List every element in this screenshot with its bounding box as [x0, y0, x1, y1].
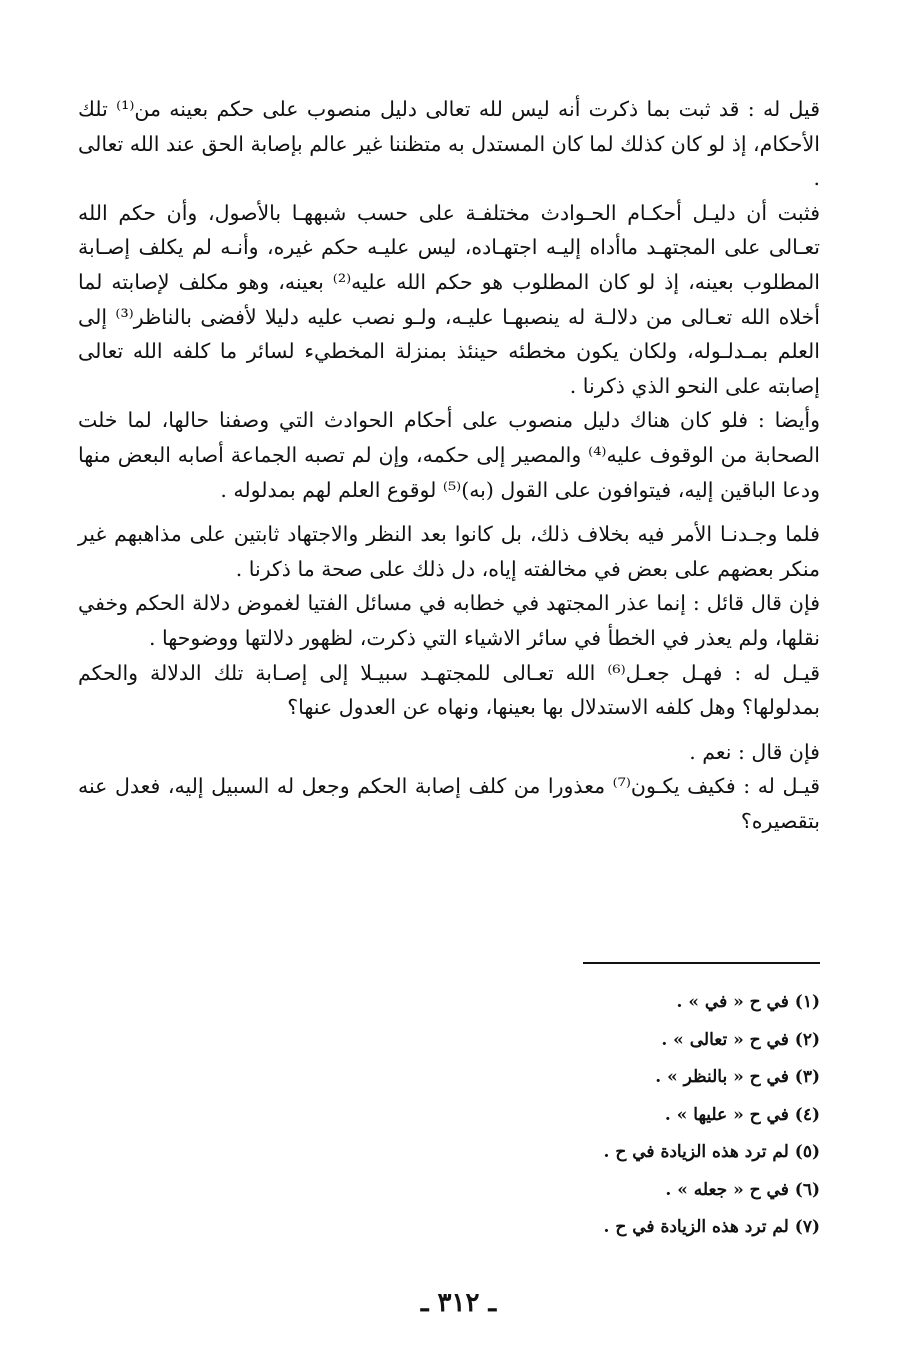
- paragraph-3: وأيضا : فلو كان هناك دليل منصوب على أحكام الحوادث التي وصفنا حالها، لما خلت الصحابة من الوقوف عليه⁽⁴⁾ والمصير إلى حكمه، وإن لم تصبه الجماعة أصابه البعض منها ودعا الباقين إليه، فيتوافون على القول (به)⁽⁵⁾ لوقوع العلم لهم بمدلوله .: [78, 408, 820, 502]
- footnote-7: (٧) لم ترد هذه الزيادة في ح .: [603, 1217, 820, 1237]
- paragraph-1: قيل له : قد ثبت بما ذكرت أنه ليس لله تعالى دليل منصوب على حكم بعينه من⁽¹⁾ تلك الأحكام، إذ لو كان كذلك لما كان المستدل به متظننا غير عالم بإصابة الحق عند الله تعالى .: [78, 97, 820, 191]
- paragraph-8: قيـل له : فكيف يكـون⁽⁷⁾ معذورا من كلف إصابة الحكم وجعل له السبيل إليه، فعدل عنه بتقصيره؟: [78, 774, 820, 833]
- footnote-divider: [583, 962, 820, 964]
- paragraph-7: فإن قال : نعم .: [689, 739, 820, 764]
- paragraph-gap: [78, 507, 820, 517]
- footnote-6: (٦) في ح « جعله » .: [665, 1179, 820, 1200]
- main-text: [78, 92, 820, 838]
- paragraph-6: قيـل له : فهـل جعـل⁽⁶⁾ الله تعـالى للمجتهـد سبيـلا إلى إصـابة تلك الدلالة والحكم بمدلولها؟ وهل كلفه الاستدلال بها بعينها، ونهاه عن العدول عنها؟: [78, 660, 820, 720]
- paragraph-2: فثبت أن دليـل أحكـام الحـوادث مختلفـة على حسب شبههـا بالأصول، وأن حكم الله تعـالى على المجتهـد ماأداه إليـه اجتهـاده، ليس عليـه حكم غيره، وأنـه لم يكلف إصـابة المطلوب بعينه، إذ لو كان المطلوب هو حكم الله عليه⁽²⁾ بعينه، وهو مكلف لإصابته لما أخلاه الله تعـالى من دلالـة له ينصبهـا عليـه، ولـو نصب عليه دليلا لأفضى بالناظر⁽³⁾ إلى العلم بمـدلـوله، ولكان يكون مخطئه حينئذ بمنزلة المخطيء لسائر ما كلفه الله تعالى إصابته على النحو الذي ذكرنا .: [78, 200, 820, 398]
- page-number: ـ ٣١٢ ـ: [420, 1288, 497, 1318]
- footnote-3: (٣) في ح « بالنظر » .: [655, 1067, 820, 1087]
- footnotes: [400, 984, 820, 1247]
- footnote-5: (٥) لم ترد هذه الزيادة في ح .: [603, 1142, 820, 1162]
- paragraph-gap: [78, 725, 820, 735]
- paragraph-5: فإن قال قائل : إنما عذر المجتهد في خطابه في مسائل الفتيا لغموض دلالة الحكم وخفي نقلها، ولم يعذر في الخطأ في سائر الاشياء التي ذكرت، لظهور دلالتها ووضوحها .: [78, 591, 820, 650]
- footnote-4: (٤) في ح « عليها » .: [664, 1104, 820, 1125]
- footnote-2: (٢) في ح « تعالى » .: [661, 1029, 820, 1050]
- footnote-1: (١) في ح « في » .: [676, 992, 820, 1012]
- paragraph-4: فلما وجـدنـا الأمر فيه بخلاف ذلك، بل كانوا بعد النظر والاجتهاد ثابتين على مذاهبهم غير منكر بعضهم على بعض في مخالفته إياه، دل ذلك على صحة ما ذكرنا .: [78, 522, 820, 581]
